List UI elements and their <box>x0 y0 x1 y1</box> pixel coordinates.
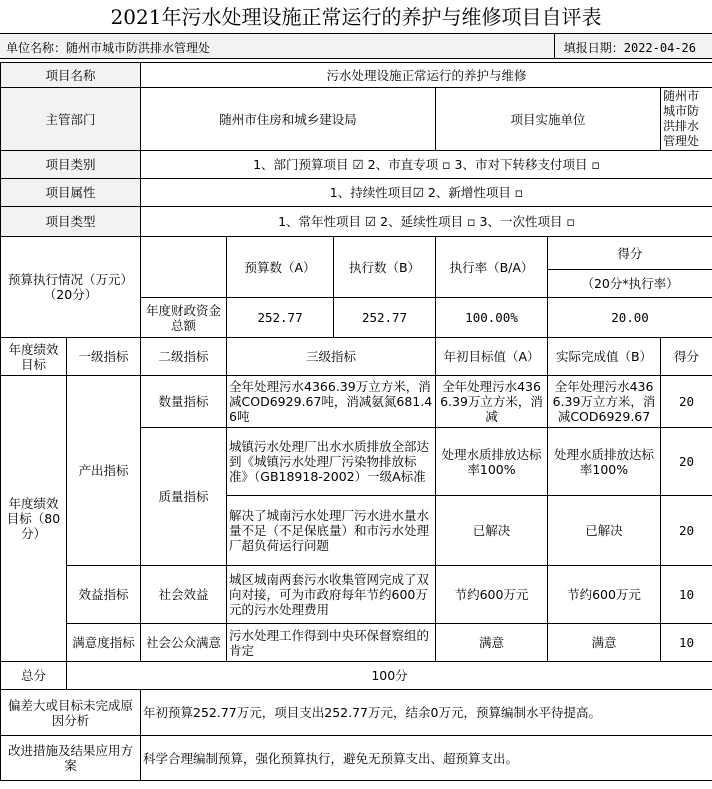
satisfaction-indicator-label: 满意度指标 <box>67 624 141 662</box>
budget-col-score: 得分 <box>548 237 712 270</box>
improvement-value: 科学合理编制预算，强化预算执行，避免无预算支出、超预算支出。 <box>141 736 712 781</box>
project-name-label: 项目名称 <box>1 63 141 88</box>
unit-name-value: 随州市城市防洪排水管理处 <box>66 41 211 55</box>
row3-init: 已解决 <box>436 496 548 566</box>
row2-init: 处理水质排放达标率100% <box>436 428 548 496</box>
perf-header-level1: 一级指标 <box>67 338 141 376</box>
quantity-indicator-label: 数量指标 <box>141 376 227 428</box>
budget-score: 20.00 <box>548 298 712 338</box>
row5-level3: 污水处理工作得到中央环保督察组的肯定 <box>227 624 436 662</box>
improvement-label: 改进措施及结果应用方案 <box>1 736 141 781</box>
output-indicator-label: 产出指标 <box>67 376 141 566</box>
dept-label: 主管部门 <box>1 88 141 151</box>
dept-value: 随州市住房和城乡建设局 <box>141 88 436 151</box>
row3-level3: 解决了城南污水处理厂污水进水量水量不足（不足保底量）和市污水处理厂超负荷运行问题 <box>227 496 436 566</box>
row2-actual: 处理水质排放达标率100% <box>548 428 661 496</box>
perf-header-score: 得分 <box>661 338 712 376</box>
category-label: 项目类别 <box>1 151 141 179</box>
fill-date <box>564 39 696 56</box>
deviation-label: 偏差大或目标未完成原因分析 <box>1 690 141 736</box>
budget-col-rate: 执行率（B/A） <box>436 237 548 298</box>
category-value: 1、部门预算项目 ☑ 2、市直专项 ▫ 3、市对下转移支付项目 ▫ <box>141 151 712 179</box>
budget-rate: 100.00% <box>436 298 548 338</box>
row1-actual: 全年处理污水4366.39万立方米，消减COD6929.67 <box>548 376 661 428</box>
unit-bar <box>0 34 712 59</box>
row1-score: 20 <box>661 376 712 428</box>
row5-actual: 满意 <box>548 624 661 662</box>
social-benefit-label: 社会效益 <box>141 566 227 624</box>
deviation-value: 年初预算252.77万元，项目支出252.77万元，结余0万元，预算编制水平待提高。 <box>141 690 712 736</box>
unit-bar-divider <box>554 34 555 58</box>
perf-header-actual: 实际完成值（B） <box>548 338 661 376</box>
perf-header-target: 年度绩效目标 <box>1 338 67 376</box>
type-label: 项目类型 <box>1 207 141 237</box>
row4-score: 10 <box>661 566 712 624</box>
row4-level3: 城区城南两套污水收集管网完成了双向对接，可为市政府每年节约600万元的污水处理费用 <box>227 566 436 624</box>
budget-score-formula: （20分*执行率） <box>548 270 712 298</box>
row3-score: 20 <box>661 496 712 566</box>
row3-actual: 已解决 <box>548 496 661 566</box>
quality-indicator-label: 质量指标 <box>141 428 227 566</box>
row4-init: 节约600万元 <box>436 566 548 624</box>
budget-blank <box>141 237 227 298</box>
unit-name <box>6 39 210 56</box>
budget-b: 252.77 <box>334 298 436 338</box>
attr-label: 项目属性 <box>1 179 141 207</box>
perf-header-level3: 三级指标 <box>227 338 436 376</box>
budget-col-b: 执行数（B） <box>334 237 436 298</box>
project-name-value: 污水处理设施正常运行的养护与维修 <box>141 63 712 88</box>
impl-unit-label: 项目实施单位 <box>436 88 661 151</box>
row2-score: 20 <box>661 428 712 496</box>
type-value: 1、常年性项目 ☑ 2、延续性项目 ▫ 3、一次性项目 ▫ <box>141 207 712 237</box>
budget-a: 252.77 <box>227 298 334 338</box>
attr-value: 1、持续性项目☑ 2、新增性项目 ▫ <box>141 179 712 207</box>
public-satisfaction-label: 社会公众满意 <box>141 624 227 662</box>
row5-init: 满意 <box>436 624 548 662</box>
total-value: 100分 <box>67 662 712 690</box>
fill-date-value: 2022-04-26 <box>623 41 696 55</box>
budget-col-a: 预算数（A） <box>227 237 334 298</box>
benefit-indicator-label: 效益指标 <box>67 566 141 624</box>
row2-level3: 城镇污水处理厂出水水质排放全部达到《城镇污水处理厂污染物排放标准》（GB18918-2002）一级A标准 <box>227 428 436 496</box>
evaluation-table <box>0 62 712 781</box>
form-title: 2021年污水处理设施正常运行的养护与维修项目自评表 <box>0 0 712 34</box>
perf-target-label: 年度绩效目标（80分） <box>1 376 67 662</box>
impl-unit-value: 随州市城市防洪排水管理处 <box>661 88 712 151</box>
row1-init: 全年处理污水4366.39万立方米，消减 <box>436 376 548 428</box>
row5-score: 10 <box>661 624 712 662</box>
row4-actual: 节约600万元 <box>548 566 661 624</box>
budget-row-label: 年度财政资金总额 <box>141 298 227 338</box>
perf-header-level2: 二级指标 <box>141 338 227 376</box>
budget-label: 预算执行情况（万元）（20分） <box>1 237 141 338</box>
unit-name-label: 单位名称： <box>6 41 67 55</box>
row1-level3: 全年处理污水4366.39万立方米，消减COD6929.67吨，消减氨氮681.46吨 <box>227 376 436 428</box>
total-label: 总分 <box>1 662 67 690</box>
perf-header-init: 年初目标值（A） <box>436 338 548 376</box>
fill-date-label: 填报日期： <box>563 41 624 55</box>
